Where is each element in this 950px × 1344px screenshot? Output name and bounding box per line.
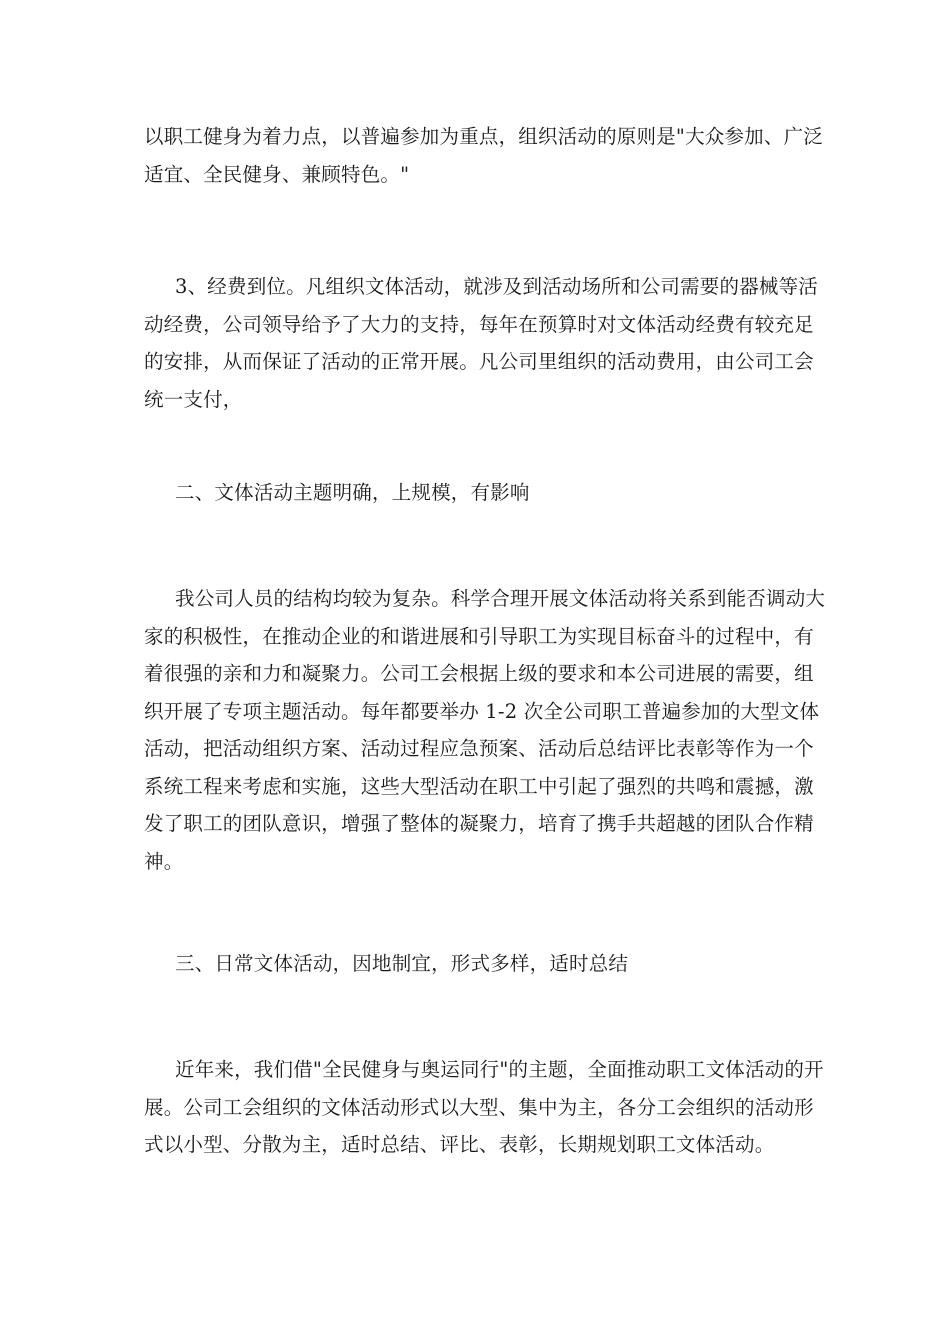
text-line: 式以小型、分散为主，适时总结、评比、表彰，长期规划职工文体活动。	[144, 1133, 775, 1156]
text-line: 展。公司工会组织的文体活动形式以大型、集中为主，各分工会组织的活动形	[144, 1095, 814, 1119]
text-line: 家的积极性，在推动企业的和谐进展和引导职工为实现目标奋斗的过程中，有	[144, 624, 814, 648]
paragraph-structure	[144, 580, 826, 880]
text-line: 我公司人员的结构均较为复杂。科学合理开展文体活动将关系到能否调动大	[175, 587, 826, 610]
text-line: 发了职工的团队意识，增强了整体的凝聚力，培育了携手共超越的团队合作精	[144, 812, 814, 835]
text-line: 动经费，公司领导给予了大力的支持，每年在预算时对文体活动经费有较充足	[144, 312, 814, 336]
text-line: 系统工程来考虑和实施，这些大型活动在职工中引起了强烈的共鸣和震撼，激	[144, 774, 814, 798]
paragraph-funding	[144, 268, 819, 418]
text-line: 近年来，我们借"全民健身与奥运同行"的主题，全面推动职工文体活动的开	[175, 1058, 824, 1081]
heading-text: 三、日常文体活动，因地制宜，形式多样，适时总结	[175, 952, 629, 975]
text-line: 适宜、全民健身、兼顾特色。"	[144, 162, 410, 186]
text-line: 以职工健身为着力点，以普遍参加为重点，组织活动的原则是"大众参加、广泛	[144, 125, 823, 148]
section-heading-3	[144, 945, 808, 983]
text-line: 活动，把活动组织方案、活动过程应急预案、活动后总结评比表彰等作为一个	[144, 737, 814, 760]
text-line: 神。	[144, 849, 184, 873]
text-line: 统一支付，	[144, 387, 243, 411]
text-line: 3、经费到位。凡组织文体活动，就涉及到活动场所和公司需要的器械等活	[175, 275, 819, 298]
heading-text: 二、文体活动主题明确，上规模，有影响	[175, 481, 530, 504]
text-line: 的安排，从而保证了活动的正常开展。凡公司里组织的活动费用，由公司工会	[144, 350, 814, 373]
paragraph-recent-years	[144, 1051, 824, 1164]
text-line: 织开展了专项主题活动。每年都要举办 1-2 次全公司职工普遍参加的大型文体	[144, 699, 820, 723]
section-heading-2	[144, 474, 808, 512]
paragraph-principles	[144, 118, 823, 193]
text-line: 着很强的亲和力和凝聚力。公司工会根据上级的要求和本公司进展的需要，组	[144, 662, 814, 685]
